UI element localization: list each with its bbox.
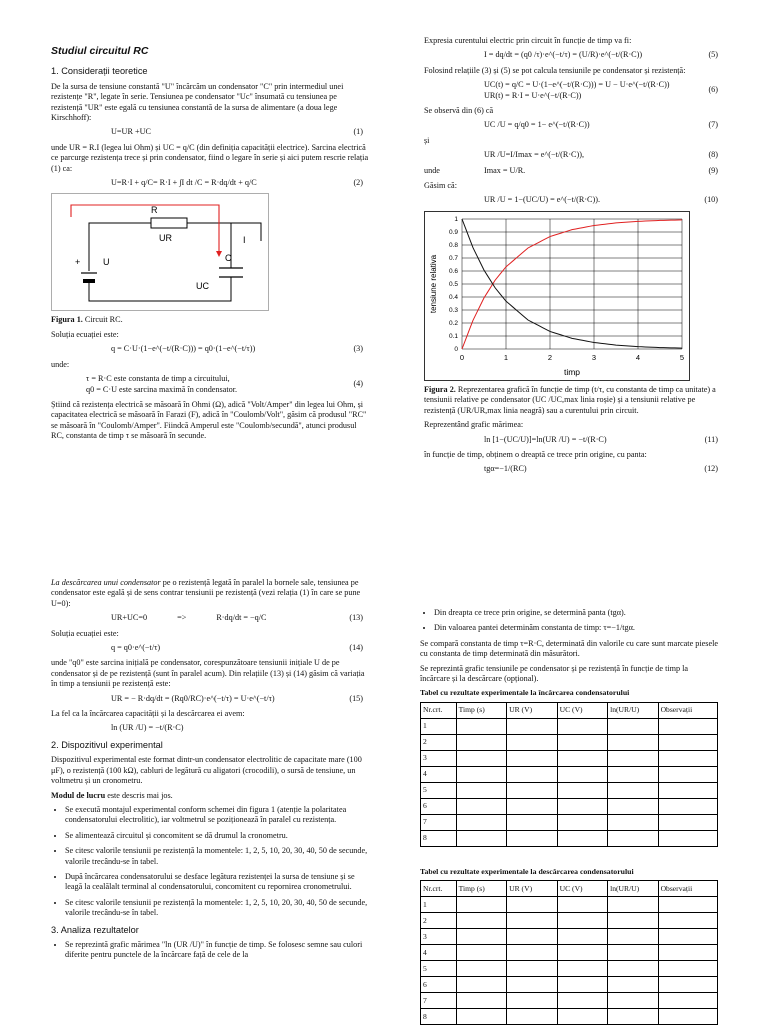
equation-2-number: (2) [353,178,363,188]
empty-cell [608,798,658,814]
equation-16 [51,723,369,733]
empty-cell [608,929,658,945]
table-row [421,913,718,929]
equation-7-number: (7) [708,120,718,130]
paragraph-compare: Se compară constanta de timp τ=R·C, determinată din valorile cu care sunt marcate piesele cu constanta de timp determinată din măsurători. [420,638,718,659]
empty-cell [507,830,557,846]
equation-13a: UR+UC=0 [111,613,148,623]
row-number: 2 [421,734,457,750]
work-mode-text: este descris mai jos. [105,790,173,800]
x-axis-label: timp [563,366,581,377]
empty-cell [557,1009,607,1025]
equation-13b: => [177,613,187,623]
row-number: 2 [421,913,457,929]
equation-13 [51,613,369,623]
empty-cell [608,897,658,913]
empty-cell [456,750,506,766]
table-row [421,734,718,750]
empty-cell [456,830,506,846]
equation-13c: R·dq/dt = −q/C [216,613,267,623]
empty-cell [507,798,557,814]
equation-5 [424,50,724,60]
right-bottom-column [420,606,720,1025]
paragraph-slope: în funcție de timp, obținem o dreaptă ce trece prin origine, cu panta: [424,449,647,459]
y-tick-label: 0.1 [448,333,458,341]
table-2-caption: Tabel cu rezultate experimentale la descărcarea condensatorului [420,866,634,876]
procedure-step: • Se execută montajul experimental conform schemei din figura 1 (atenție la polaritatea condensatorului electrolitic), iar voltmetrul se poziționează în paralel cu rezistența. [65,805,369,826]
empty-cell [608,734,658,750]
discharge-text: pe o rezistență legată în paralel la bornele sale, tensiunea pe condensator este egală și de sens contrar tensiunii pe rezistență (vezi relația (1) în care se pune U=0): [51,578,361,608]
equation-11-number: (11) [704,434,718,444]
empty-cell [456,913,506,929]
table-row [421,750,718,766]
label-U: U [103,257,110,268]
row-number: 7 [421,993,457,1009]
equation-14 [51,643,369,653]
row-number: 8 [421,1009,457,1025]
table-row [421,1009,718,1025]
procedure-step: • După încărcarea condensatorului se desface legătura rezistenței la sursa de tensiune și se leagă la cealălalt terminal al condensatorului, concomitent cu repornirea cronometrului. [65,872,369,893]
empty-cell [557,830,607,846]
empty-cell [456,718,506,734]
analysis-step: • Se reprezintă grafic mărimea "ln (UR /U)" în funcție de timp. Se folosesc semne sau culori diferite pentru punctele de la încărcare față de cele de la [65,940,369,961]
paragraph-represent: Reprezentând grafic mărimea: [424,420,524,430]
equation-12-number: (12) [704,464,718,474]
equation-12-text: tgα=−1/(RC) [484,464,527,474]
slope-step: • Din valoarea pantei determinăm constanta de timp: τ=−1/tgα. [434,623,720,633]
empty-cell [557,929,607,945]
empty-cell [507,929,557,945]
empty-cell [608,782,658,798]
empty-cell [658,718,717,734]
work-mode-bold: Modul de lucru [51,790,106,800]
label-R: R [151,205,158,216]
empty-cell [557,993,607,1009]
row-number: 3 [421,750,457,766]
empty-cell [608,961,658,977]
slope-list [420,608,720,634]
right-top-column [424,36,724,480]
circuit-diagram [51,193,269,311]
solution-intro-2: Soluția ecuației este: [51,628,119,638]
empty-cell [456,782,506,798]
x-tick-label: 3 [591,352,597,362]
empty-cell [658,830,717,846]
y-tick-label: 0.9 [448,229,458,237]
equation-1-text: U=UR +UC [111,127,151,137]
empty-cell [608,718,658,734]
empty-cell [507,977,557,993]
equation-10-number: (10) [704,195,718,205]
empty-cell [456,734,506,750]
equation-6b: UR(t) = R·I = U·e^(−t/(R·C)) [484,90,582,100]
label-UC: UC [196,281,209,292]
x-tick-label: 2 [547,352,553,362]
empty-cell [557,750,607,766]
gasim-label: Găsim că: [424,181,457,191]
table-row [421,961,718,977]
empty-cell [557,814,607,830]
row-number: 7 [421,814,457,830]
slope-step: • Din dreapta ce trece prin origine, se determină panta (tgα). [434,608,720,618]
equation-11 [424,435,724,445]
work-mode [51,791,369,801]
label-C: C [225,253,232,264]
equation-4b: q0 = C·U este sarcina maximă în condensator. [86,384,238,394]
y-tick-label: 0.8 [448,242,458,250]
table-row [421,814,718,830]
empty-cell [557,782,607,798]
empty-cell [507,913,557,929]
equation-16-text: ln (UR /U) = −t/(R·C) [111,723,184,733]
equation-4 [51,374,369,395]
empty-cell [507,1009,557,1025]
empty-cell [608,1009,658,1025]
row-number: 6 [421,977,457,993]
paragraph-initial-charge: unde "q0" este sarcina inițială pe condensator, corespunzătoare tensiunii inițiale U de pe condensator și de pe rezistență (sunt în paralel acum). Din relațiile (13) și (14) găsim că variația în timp a tensiunii pe rezistență este: [51,658,365,689]
row-number: 3 [421,929,457,945]
empty-cell [557,766,607,782]
empty-cell [658,945,717,961]
equation-9-text: Imax = U/R. [484,165,526,175]
procedure-step: • Se alimentează circuitul și concomitent se dă drumul la cronometru. [65,831,369,841]
table-row [421,993,718,1009]
table-row [421,766,718,782]
y-tick-label: 0.5 [448,281,458,289]
table-row [421,798,718,814]
resistor-symbol [151,218,187,228]
x-tick-label: 1 [503,352,509,362]
equation-4a: τ = R·C este constanta de timp a circuitului, [86,374,230,384]
y-tick-label: 0.7 [448,255,458,263]
row-number: 1 [421,718,457,734]
equation-3-number: (3) [353,344,363,354]
header-time: Timp (s) [456,881,506,897]
empty-cell [456,897,506,913]
header-obs: Observații [658,881,717,897]
row-number: 1 [421,897,457,913]
left-top-column [51,46,369,446]
empty-cell [658,734,717,750]
empty-cell [658,1009,717,1025]
equation-5-text: I = dq/dt = (q0 /τ)·e^(−t/τ) = (U/R)·e^(−t/(R·C)) [484,50,643,60]
paragraph-intro: De la sursa de tensiune constantă "U" încărcăm un condensator "C" prin intermediul unei rezistențe "R", legate în serie. Tensiunea pe condensator "Uc" însumată cu tensiunea pe rezistență "UR" este egală cu tensiunea constantă de la sursa de alimentare (a doua lege Kirschhoff): [51,81,344,123]
empty-cell [557,961,607,977]
empty-cell [456,993,506,1009]
equation-10-text: UR /U = 1−(UC/U) = e^(−t/(R·C)). [484,195,601,205]
row-number: 5 [421,961,457,977]
header-obs: Observații [658,702,717,718]
table-row [421,945,718,961]
empty-cell [456,961,506,977]
figure-1-text: Circuit RC. [82,315,123,325]
paragraph-observe: Se observă din (6) că [424,106,494,116]
figure-1-label: Figura 1. [51,315,83,325]
header-ln: ln(UR/U) [608,881,658,897]
discharging-table [420,880,718,1025]
equation-13-number: (13) [349,613,363,623]
empty-cell [456,766,506,782]
document-title: Studiul circuitul RC [51,45,149,57]
empty-cell [456,929,506,945]
y-tick-label: 1 [454,216,458,224]
equation-10 [424,195,724,205]
empty-cell [608,830,658,846]
paragraph-current: Expresia curentului electric prin circuit în funcție de timp va fi: [424,36,632,45]
paragraph-same: La fel ca la încărcarea capacității și la descărcarea ei avem: [51,709,245,719]
header-nr: Nr.crt. [421,702,457,718]
equation-4-text [51,374,237,395]
label-UR: UR [159,233,172,244]
paragraph-discharge [51,578,369,609]
x-tick-label: 5 [679,352,685,362]
row-number: 5 [421,782,457,798]
section-3-title: 3. Analiza rezultatelor [51,924,139,935]
empty-cell [507,961,557,977]
empty-cell [557,897,607,913]
section-2-title: 2. Dispozitivul experimental [51,739,163,750]
empty-cell [456,977,506,993]
battery-plate-short [83,279,95,283]
empty-cell [658,929,717,945]
figure-2-text: Reprezentarea grafică în funcție de timp (t/τ, cu constanta de timp ca unitate) a tensiunii relative pe condensator (UC /UC,max linia roșie) și a tensiunii relative pe rezistență (UR/UR,max linia neagră) sau a curentului prin circuit. [424,384,716,415]
charging-table [420,702,718,847]
equation-2-text: U=R·I + q/C= R·I + ∫I dt /C = R·dq/dt + q/C [111,178,257,188]
row-number: 8 [421,830,457,846]
voltage-time-chart [424,211,690,381]
procedure-step: • Se citesc valorile tensiunii pe rezistență la momentele: 1, 2, 5, 10, 20, 30, 40, 50 de secunde, valorile trecându-se în tabel. [65,898,369,919]
empty-cell [456,1009,506,1025]
row-number: 4 [421,945,457,961]
equation-13-text [51,613,267,623]
equation-3-text: q = C·U·(1−e^(−t/(R·C))) = q0·(1−e^(−t/τ)) [111,344,256,354]
chart-frame [425,211,690,380]
empty-cell [658,750,717,766]
y-tick-label: 0.4 [448,294,458,302]
table-header-row [421,702,718,718]
equation-14-number: (14) [349,643,363,653]
equation-15 [51,694,369,704]
paragraph-optional: Se reprezintă grafic tensiunile pe condensator și pe rezistență în funcție de timp la încărcare și la descărcare (opțional). [420,663,689,684]
empty-cell [507,766,557,782]
empty-cell [557,734,607,750]
figure-2-caption [424,385,724,416]
empty-cell [608,750,658,766]
empty-cell [658,897,717,913]
header-ur: UR (V) [507,702,557,718]
paragraph-voltages: Folosind relațiile (3) și (5) se pot calcula tensiunile pe condensator și rezistență: [424,65,686,75]
equation-15-text: UR = − R·dq/dt = (Rq0/RC)·e^(−t/τ) = U·e^(−t/τ) [111,693,275,703]
unde-label: unde: [51,359,70,369]
empty-cell [658,993,717,1009]
table-row [421,897,718,913]
x-tick-label: 0 [459,352,465,362]
x-tick-label: 4 [635,352,641,362]
figure-1-caption [51,315,369,325]
equation-6a: UC(t) = q/C = U·(1−e^(−t/(R·C))) = U − U·e^(−t/(R·C)) [484,80,670,90]
procedure-list [51,805,369,919]
label-plus: + [75,257,81,268]
empty-cell [557,977,607,993]
empty-cell [608,977,658,993]
empty-cell [456,945,506,961]
equation-6 [424,80,724,101]
y-tick-label: 0.3 [448,307,458,315]
empty-cell [507,734,557,750]
y-tick-label: 0.2 [448,320,458,328]
equation-4-number: (4) [353,379,363,389]
paragraph-units: Știind că rezistența electrică se măsoară în Ohmi (Ω), adică "Volt/Amper" din legea lui Ohm, și capacitatea electrică se măsoară în Farazi (F), adică în "Coulomb/Volt", găsim că produsul "RC" se măsoară în "Coulomb/Amper". Fiindcă Amperul este "Coulomb/secundă", atunci produsul RC, constanta de timp τ se măsoară în secunde. [51,399,367,441]
empty-cell [658,913,717,929]
section-1-title: 1. Considerații teoretice [51,66,148,77]
table-row [421,830,718,846]
y-tick-label: 0 [454,346,458,354]
empty-cell [658,961,717,977]
header-nr: Nr.crt. [421,881,457,897]
equation-12 [424,464,724,474]
equation-2 [51,178,369,188]
y-tick-label: 0.6 [448,268,458,276]
circuit-frame [52,194,269,311]
paragraph-ohm: unde UR = R.I (legea lui Ohm) și UC = q/C (din definiția capacității electrice). Sarcina electrică ce parcurge rezistența trece și prin condensator, fiind o legare în serie și aici putem rescrie relația (1) ca: [51,142,369,173]
equation-8-text: UR /U=I/Imax = e^(−t/(R·C)), [484,150,585,160]
empty-cell [507,782,557,798]
empty-cell [507,897,557,913]
equation-8-number: (8) [708,150,718,160]
empty-cell [557,945,607,961]
header-time: Timp (s) [456,702,506,718]
unde-label-2: unde [424,165,440,175]
si-label: și [424,135,430,145]
header-uc: UC (V) [557,881,607,897]
table-row [421,929,718,945]
y-axis-label: tensiune relativa [429,254,438,314]
header-ln: ln(UR/U) [608,702,658,718]
procedure-step: • Se citesc valorile tensiunii pe rezistență la momentele: 1, 2, 5, 10, 20, 30, 40, 50 de secunde, valorile trecându-se în tabel. [65,846,369,867]
equation-9 [424,166,724,176]
figure-2-label: Figura 2. [424,384,456,394]
empty-cell [507,993,557,1009]
empty-cell [456,798,506,814]
equation-9-number: (9) [708,165,718,175]
table-row [421,718,718,734]
empty-cell [507,750,557,766]
header-ur: UR (V) [507,881,557,897]
row-number: 6 [421,798,457,814]
equation-7-text: UC /U = q/q0 = 1− e^(−t/(R·C)) [484,120,590,130]
row-number: 4 [421,766,457,782]
analysis-list [51,940,369,961]
empty-cell [608,945,658,961]
label-I: I [243,235,246,246]
table-row [421,782,718,798]
empty-cell [658,977,717,993]
equation-7 [424,120,724,130]
paragraph-device: Dispozitivul experimental este format dintr-un condensator electrolitic de capacitate mare (100 μF), o rezistență (100 kΩ), cabluri de legătură cu aligatori (crocodili), o sursă de tensiune, un voltmetru și un cronometru. [51,755,362,786]
empty-cell [608,766,658,782]
empty-cell [658,798,717,814]
table-header-row [421,881,718,897]
empty-cell [557,913,607,929]
equation-1 [51,127,369,137]
equation-5-number: (5) [708,50,718,60]
empty-cell [658,782,717,798]
equation-8 [424,150,724,160]
empty-cell [507,718,557,734]
equation-11-text: ln [1−(UC/U)]=ln(UR /U) = −t/(R·C) [484,434,607,444]
equation-14-text: q = q0·e^(−t/τ) [111,643,161,653]
equation-6-number: (6) [708,85,718,95]
table-1-caption: Tabel cu rezultate experimentale la încărcarea condensatorului [420,688,630,698]
empty-cell [557,718,607,734]
empty-cell [608,814,658,830]
empty-cell [658,814,717,830]
empty-cell [507,814,557,830]
empty-cell [608,993,658,1009]
empty-cell [456,814,506,830]
discharge-italic: La descărcarea unui condensator [51,578,161,587]
empty-cell [507,945,557,961]
header-uc: UC (V) [557,702,607,718]
solution-intro: Soluția ecuației este: [51,329,119,339]
equation-6-text [424,80,670,101]
equation-1-number: (1) [353,127,363,137]
left-bottom-column [51,578,369,966]
table-row [421,977,718,993]
equation-3 [51,344,369,354]
empty-cell [557,798,607,814]
empty-cell [608,913,658,929]
empty-cell [658,766,717,782]
equation-15-number: (15) [349,693,363,703]
